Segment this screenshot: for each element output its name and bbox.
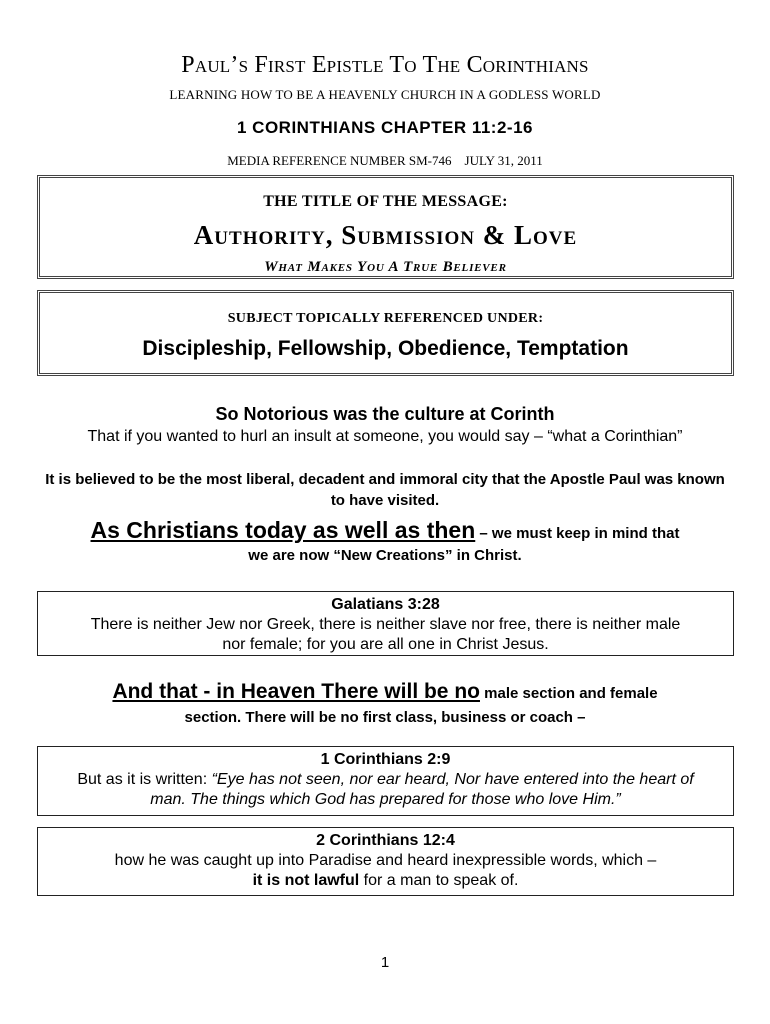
message-title-box xyxy=(37,175,734,279)
subject-label: SUBJECT TOPICALLY REFERENCED UNDER: xyxy=(227,311,544,326)
scripture-reference: 2 Corinthians 12:4 xyxy=(316,832,455,849)
scripture-bold: it is not lawful xyxy=(252,872,360,889)
emphasis-in-heaven: And that - in Heaven There will be no xyxy=(112,680,480,703)
page-title-text: Paul’s First Epistle To The Corinthians xyxy=(181,52,589,78)
message-tagline: What Makes You A True Believer xyxy=(264,259,507,275)
chapter-heading: 1 CORINTHIANS CHAPTER 11:2-16 xyxy=(236,118,533,137)
scripture-reference: Galatians 3:28 xyxy=(331,596,440,613)
scripture-line xyxy=(38,871,733,891)
section-heading: So Notorious was the culture at Corinth xyxy=(215,404,555,424)
scripture-box-2-corinthians xyxy=(37,827,734,896)
scripture-line xyxy=(38,790,733,810)
paragraph-corinth: It is believed to be the most liberal, decadent and immoral city that the Apostle Paul was known to have visited. xyxy=(45,471,725,509)
scripture-line xyxy=(38,770,733,790)
para4-rest: male section and female xyxy=(479,685,658,702)
para4-line2: section. There will be no first class, business or coach – xyxy=(184,709,586,726)
emphasis-christians-today: As Christians today as well as then xyxy=(90,517,476,543)
subject-topics: Discipleship, Fellowship, Obedience, Temptation xyxy=(142,337,629,360)
scripture-line: nor female; for you are all one in Christ Jesus. xyxy=(222,636,549,653)
paragraph-heaven xyxy=(0,680,770,730)
message-title: Authority, Submission & Love xyxy=(193,220,578,250)
page-title xyxy=(0,52,770,79)
subject-box xyxy=(37,290,734,376)
scripture-italic: man. The things which God has prepared for those who love Him.” xyxy=(150,791,621,808)
scripture-reference: 1 Corinthians 2:9 xyxy=(320,751,451,768)
para3-line2: we are now “New Creations” in Christ. xyxy=(248,547,522,564)
paragraph-insult: That if you wanted to hurl an insult at someone, you would say – “what a Corinthian” xyxy=(87,428,683,445)
scripture-rest: for a man to speak of. xyxy=(359,872,519,889)
page-number: 1 xyxy=(380,954,390,971)
para3-rest: – we must keep in mind that xyxy=(475,525,680,542)
scripture-line: how he was caught up into Paradise and heard inexpressible words, which – xyxy=(114,852,657,869)
media-reference: MEDIA REFERENCE NUMBER SM-746 JULY 31, 2011 xyxy=(227,153,543,168)
scripture-box-1-corinthians xyxy=(37,746,734,816)
message-title-label: THE TITLE OF THE MESSAGE: xyxy=(263,193,508,210)
paragraph-new-creations xyxy=(0,519,770,567)
page-subtitle: LEARNING HOW TO BE A HEAVENLY CHURCH IN A GODLESS WORLD xyxy=(169,87,601,102)
scripture-line: There is neither Jew nor Greek, there is neither slave nor free, there is neither male xyxy=(90,616,681,633)
scripture-box-galatians xyxy=(37,591,734,656)
scripture-italic: “Eye has not seen, nor ear heard, Nor have entered into the heart of xyxy=(211,771,694,788)
scripture-prefix: But as it is written: xyxy=(77,771,212,788)
